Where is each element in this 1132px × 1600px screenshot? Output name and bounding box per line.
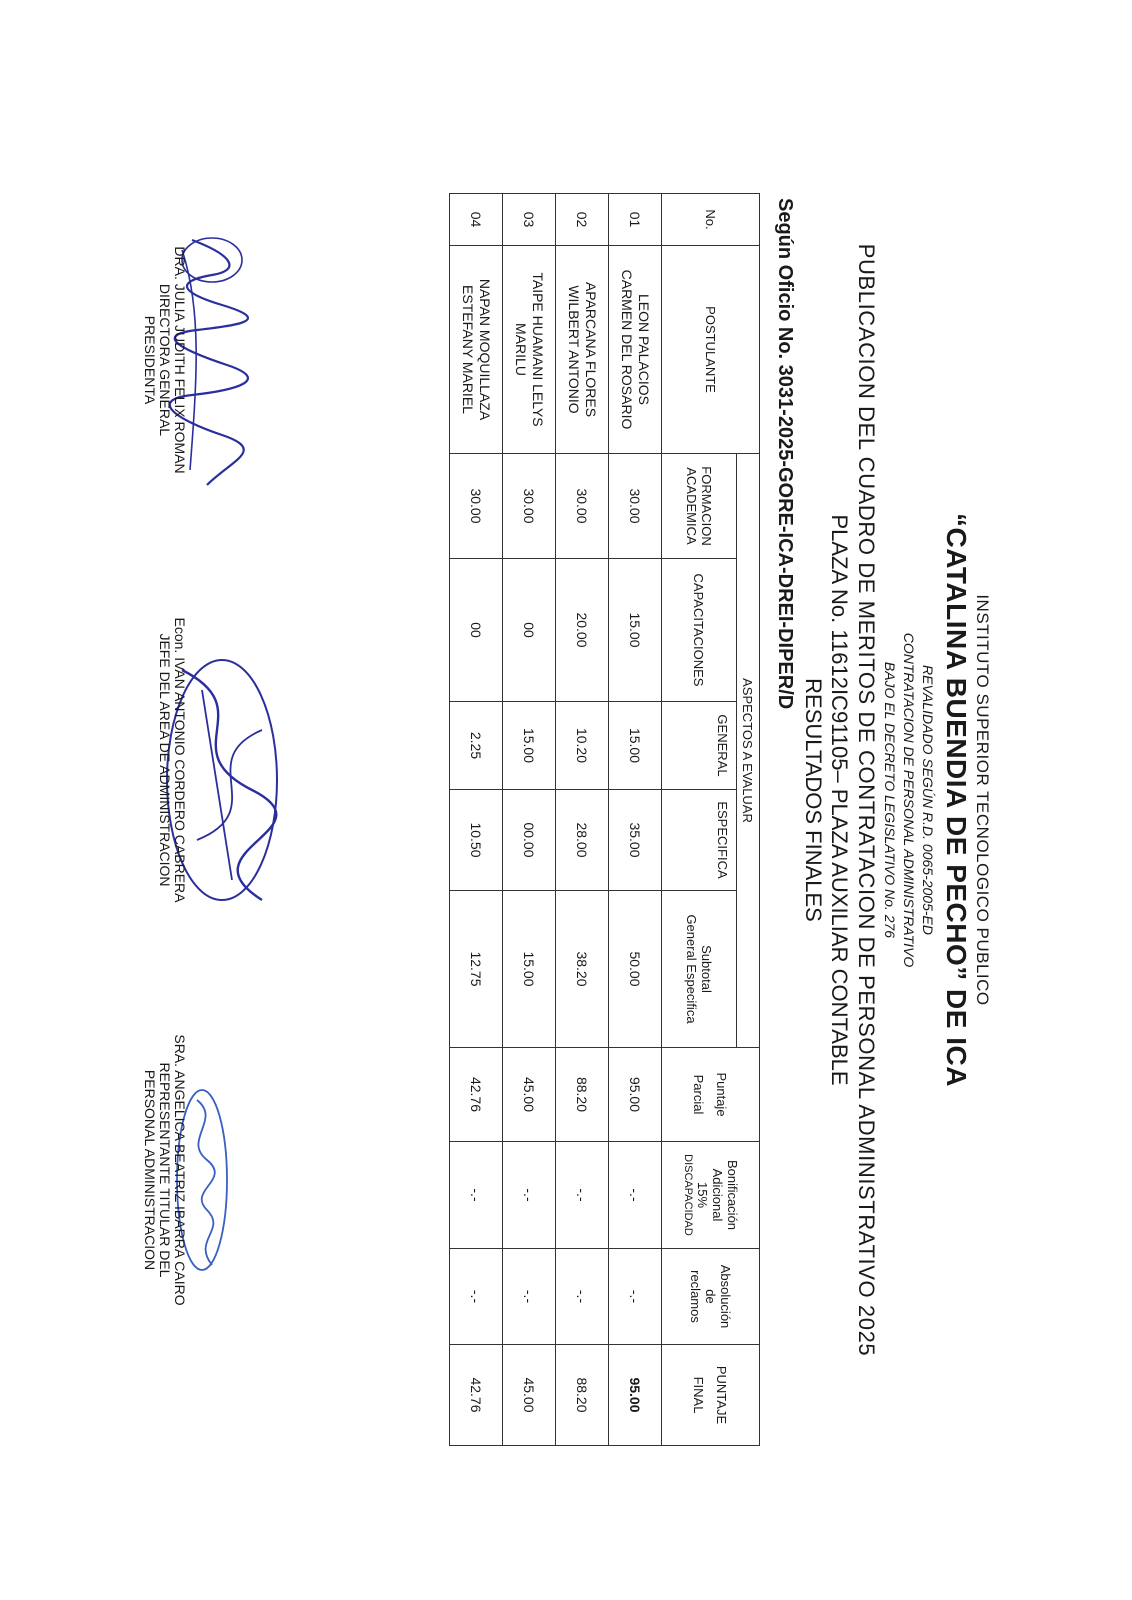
results-title: RESULTADOS FINALES bbox=[801, 678, 826, 922]
revalidation-line: REVALIDADO SEGÚN R.D. 0065-2005-ED bbox=[920, 665, 936, 935]
table-row: 02 APARCANA FLORES WILBERT ANTONIO 30.00 20.00 10.20 28.00 38.20 88.20 -.- -.- 88.20 bbox=[556, 194, 609, 1446]
header-puntaje-parcial: Puntaje Parcial bbox=[662, 1048, 760, 1142]
header-no: No. bbox=[662, 194, 760, 246]
table-row: 04 NAPAN MOQUILLAZA ESTEFANY MARIEL 30.00 00 2.25 10.50 12.75 42.76 -.- -.- 42.76 bbox=[450, 194, 503, 1446]
contract-type-line: CONTRATACION DE PERSONAL ADMINISTRATIVO bbox=[901, 632, 917, 968]
signature-director: DRA. JULIA JUDITH FELIX ROMAN DIRECTORA GENERAL PRESIDENTA bbox=[142, 246, 188, 474]
table-row: 03 TAIPE HUAMANI LELYS MARILU 30.00 00 15.00 00.00 15.00 45.00 -.- -.- 45.00 bbox=[503, 194, 556, 1446]
header-bonificacion: Bonificación Adicional 15% DISCAPACIDAD bbox=[662, 1142, 760, 1249]
header-capacitaciones: CAPACITACIONES bbox=[662, 559, 737, 702]
institute-name: “CATALINA BUENDIA DE PECHO” DE ICA bbox=[941, 513, 972, 1087]
header-formacion: FORMACION ACADEMICA bbox=[662, 454, 737, 559]
signature-representative: SRA. ANGELICA BEATRIZ IBARRA CAIRO REPRESENTANTE TITULAR DEL PERSONAL ADMINISTRACION bbox=[142, 1034, 188, 1306]
header-aspectos: ASPECTOS A EVALUAR bbox=[737, 454, 760, 1048]
institute-label: INSTITUTO SUPERIOR TECNOLOGICO PUBLICO bbox=[973, 594, 992, 1006]
header-subtotal: Subtotal General Especifica bbox=[662, 891, 737, 1048]
plaza-title: PLAZA No. 11612IC91105– PLAZA AUXILIAR CONTABLE bbox=[827, 514, 852, 1086]
header-puntaje-final: PUNTAJE FINAL bbox=[662, 1345, 760, 1446]
header-postulante: POSTULANTE bbox=[662, 246, 760, 454]
publication-title: PUBLICACION DEL CUADRO DE MERITOS DE CONTRATACION DE PERSONAL ADMINISTRATIVO 2025 bbox=[854, 243, 879, 1357]
signature-admin-head: Econ. IVAN ANTONIO CORDERO CABRERA JEFE DEL AREA DE ADMINISTRACION bbox=[157, 617, 188, 903]
merit-table bbox=[449, 193, 760, 1446]
oficio-reference: Según Oficio No. 3031-2025-GORE-ICA-DREI-DIPER/D bbox=[774, 198, 796, 710]
table-row: 01 LEON PALACIOS CARMEN DEL ROSARIO 30.00 15.00 15.00 35.00 50.00 95.00 -.- -.- 95.00 bbox=[609, 194, 662, 1446]
decree-line: BAJO EL DECRETO LEGISLATIVO No. 276 bbox=[882, 661, 898, 939]
header-general: GENERAL bbox=[662, 702, 737, 790]
header-absolucion: Absolución de reclamos bbox=[662, 1249, 760, 1345]
header-especifica: ESPECIFICA bbox=[662, 790, 737, 891]
